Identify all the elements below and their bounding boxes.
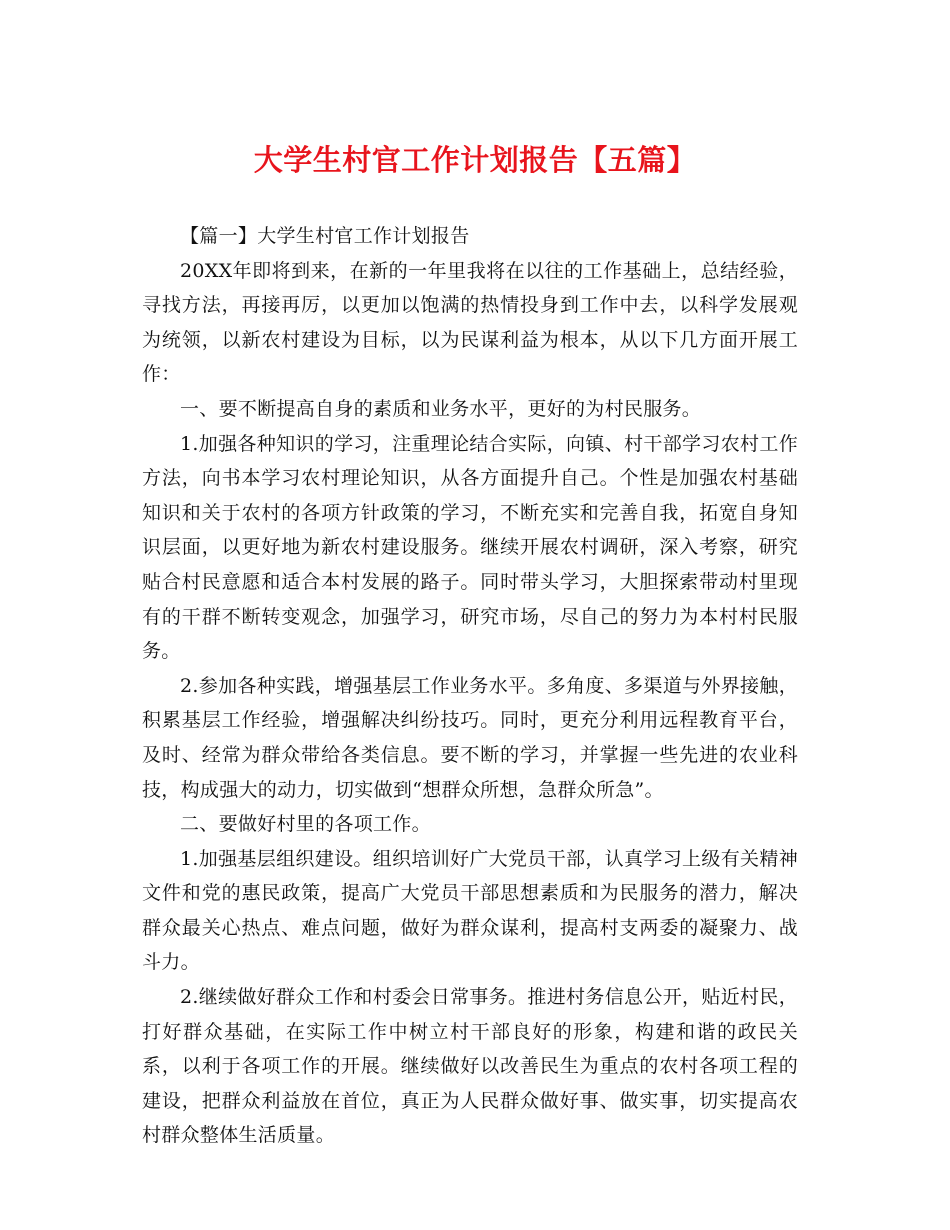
section-heading-2: 二、要做好村里的各项工作。 [180, 813, 431, 836]
document-title: 大学生村官工作计划报告【五篇】 [253, 143, 697, 177]
intro-paragraph: 20XX年即将到来，在新的一年里我将在以往的工作基础上，总结经验，寻找方法，再接再厉，以更加以饱满的热情投身到工作中去，以科学发展观为统领，以新农村建设为目标，以为民谋利益为根本，从以下几方面开展工作： [142, 259, 798, 386]
body-paragraph: 2.参加各种实践，增强基层工作业务水平。多角度、多渠道与外界接触，积累基层工作经验，增强解决纠纷技巧。同时，更充分利用远程教育平台，及时、经常为群众带给各类信息。要不断的学习，并掌握一些先进的农业科技，构成强大的动力，切实做到“想群众所想，急群众所急”。 [142, 674, 798, 801]
section-heading-1: 一、要不断提高自身的素质和业务水平，更好的为村民服务。 [180, 397, 702, 420]
body-paragraph: 2.继续做好群众工作和村委会日常事务。推进村务信息公开，贴近村民，打好群众基础，在实际工作中树立村干部良好的形象，构建和谐的政民关系，以利于各项工作的开展。继续做好以改善民生为重点的农村各项工程的建设，把群众利益放在首位，真正为人民群众做好事、做实事，切实提高农村群众整体生活质量。 [142, 986, 798, 1147]
document-body [142, 219, 798, 1153]
section-heading-part-one: 【篇一】大学生村官工作计划报告 [180, 225, 470, 247]
body-paragraph: 1.加强各种知识的学习，注重理论结合实际，向镇、村干部学习农村工作方法，向书本学习农村理论知识，从各方面提升自己。个性是加强农村基础知识和关于农村的各项方针政策的学习，不断充实和完善自我，拓宽自身知识层面，以更好地为新农村建设服务。继续开展农村调研，深入考察，研究贴合村民意愿和适合本村发展的路子。同时带头学习，大胆探索带动村里现有的干群不断转变观念，加强学习，研究市场，尽自己的努力为本村村民服务。 [142, 432, 798, 663]
body-paragraph: 1.加强基层组织建设。组织培训好广大党员干部，认真学习上级有关精神文件和党的惠民政策，提高广大党员干部思想素质和为民服务的潜力，解决群众最关心热点、难点问题，做好为群众谋利，提高村支两委的凝聚力、战斗力。 [142, 847, 798, 974]
